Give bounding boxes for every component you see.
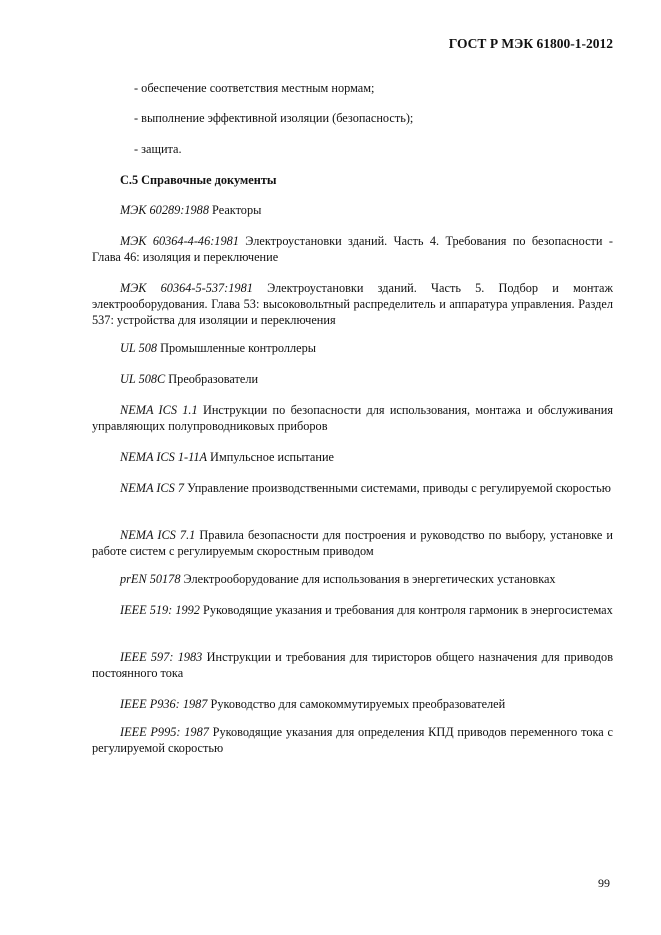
reference-item [92,371,613,387]
reference-code: UL 508 [120,341,158,355]
bullet-item: - обеспечение соответствия местным нормам; [134,81,375,95]
reference-code: NEMA ICS 1.1 [120,403,198,417]
reference-item [92,602,613,618]
reference-item [92,724,613,756]
reference-code: IEEE 519: 1992 [120,603,200,617]
reference-text: Реакторы [208,203,262,217]
reference-code: МЭК 60364-4-46:1981 [120,234,239,248]
bullet-item: - выполнение эффективной изоляции (безопасность); [134,111,414,125]
reference-text: Промышленные контроллеры [157,341,316,355]
reference-item [92,527,613,559]
reference-text: Преобразователи [165,372,259,386]
reference-code: NEMA ICS 1-11A [120,450,207,464]
reference-text: Импульсное испытание [206,450,335,464]
reference-code: prEN 50178 [120,572,181,586]
reference-item [92,449,613,465]
page-number: 99 [598,876,610,890]
reference-item [92,480,613,496]
reference-code: IEEE 597: 1983 [120,650,203,664]
section-title: С.5 Справочные документы [120,173,277,187]
reference-code: МЭК 60364-5-537:1981 [120,281,253,295]
document-header: ГОСТ Р МЭК 61800-1-2012 [448,36,613,51]
reference-text: Управление производственными системами, приводы с регулируемой скоростью [184,481,611,495]
reference-text: Руководящие указания и требования для контроля гармоник в энергосистемах [199,603,613,617]
reference-code: МЭК 60289:1988 [120,203,209,217]
reference-item [92,202,613,218]
reference-item [92,649,613,681]
reference-text: Электроустановки зданий. Часть 4. Требования по безопасности - Глава 46: изоляция и переключение [92,234,613,264]
reference-item [92,280,613,328]
reference-item [92,340,613,356]
reference-text: Правила безопасности для построения и руководство по выбору, установке и работе систем с регулируемым скоростным приводом [92,528,613,558]
bullet-item: - защита. [134,142,182,156]
reference-text: Руководство для самокоммутируемых преобразователей [207,697,506,711]
reference-text: Электрооборудование для использования в энергетических установках [180,572,556,586]
reference-text: Руководящие указания для определения КПД приводов переменного тока с регулируемой скоростью [92,725,613,755]
reference-text: Инструкции по безопасности для использования, монтажа и обслуживания управляющих полупроводниковых приборов [92,403,613,433]
reference-text: Электроустановки зданий. Часть 5. Подбор и монтаж электрооборудования. Глава 53: высоковольтный распределитель и аппаратура управления. Раздел 537: устройства для изоляции и переключения [92,281,613,327]
reference-code: IEEE P995: 1987 [120,725,209,739]
reference-code: NEMA ICS 7 [120,481,184,495]
reference-item [92,233,613,265]
reference-item [92,402,613,434]
reference-code: UL 508C [120,372,166,386]
reference-code: IEEE P936: 1987 [120,697,208,711]
reference-item [92,571,613,587]
reference-code: NEMA ICS 7.1 [120,528,196,542]
reference-item [92,696,613,712]
reference-text: Инструкции и требования для тиристоров общего назначения для приводов постоянного тока [92,650,614,680]
